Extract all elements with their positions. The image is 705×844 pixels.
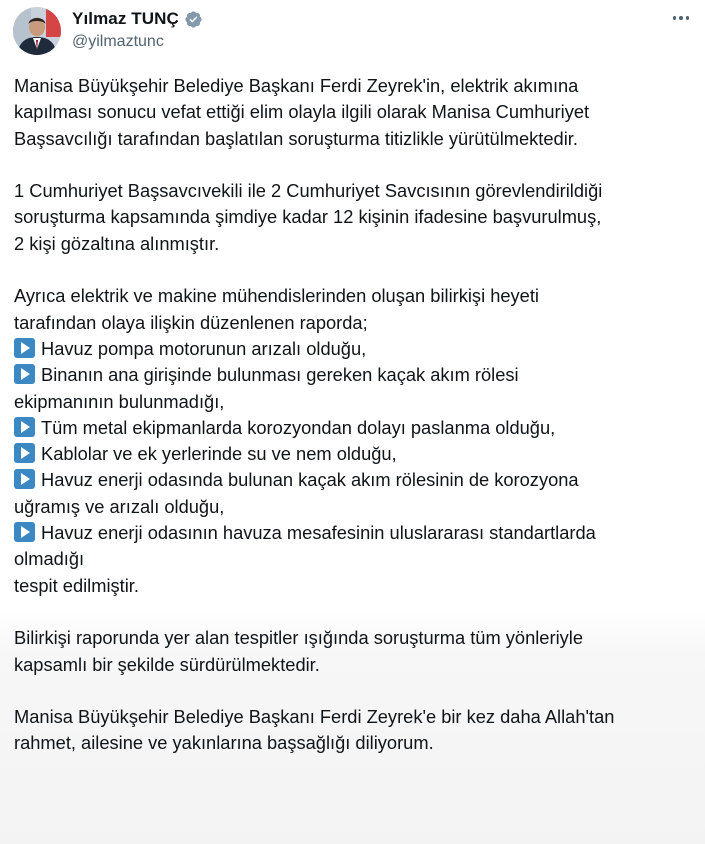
text-line: 2 kişi gözaltına alınmıştır.	[14, 232, 220, 254]
finding-item	[14, 362, 698, 388]
finding-item	[14, 336, 698, 362]
finding-text-continued: olmadığı	[14, 548, 85, 570]
display-name[interactable]: Yılmaz TUNÇ	[72, 9, 179, 28]
play-button-icon	[14, 522, 35, 542]
text-line: Manisa Büyükşehir Belediye Başkanı Ferdi Zeyrek'in, elektrik akımına	[14, 75, 579, 96]
finding-text: Havuz enerji odasının havuza mesafesinin uluslararası standartlarda	[41, 522, 596, 544]
verified-badge-icon	[184, 10, 203, 29]
more-dot-icon	[673, 16, 677, 20]
finding-text-continued: ekipmanının bulunmadığı,	[14, 390, 225, 412]
more-options-button[interactable]	[667, 8, 695, 28]
finding-text: Tüm metal ekipmanlarda korozyondan dolayı paslanma olduğu,	[41, 416, 556, 438]
author-handle[interactable]: @yilmaztunc	[72, 33, 164, 50]
text-line: soruşturma kapsamında şimdiye kadar 12 kişinin ifadesine başvurulmuş,	[14, 206, 602, 228]
finding-text: Havuz enerji odasında bulunan kaçak akım rölesinin de korozyona	[41, 469, 579, 491]
finding-item	[14, 467, 698, 493]
play-button-icon	[14, 338, 35, 358]
more-dot-icon	[686, 16, 690, 20]
text-line: kapılması sonucu vefat ettiği elim olayla ilgili olarak Manisa Cumhuriyet	[14, 101, 590, 123]
finding-text: Kablolar ve ek yerlerinde su ve nem olduğu,	[41, 443, 397, 465]
finding-text: Binanın ana girişinde bulunması gereken kaçak akım rölesi	[41, 364, 519, 386]
finding-item	[14, 520, 698, 546]
author-name-row	[72, 8, 203, 30]
text-line: rahmet, ailesine ve yakınlarına başsağlığı diliyorum.	[14, 732, 434, 754]
text-line: tespit edilmiştir.	[14, 574, 139, 596]
finding-item	[14, 441, 698, 467]
play-button-icon	[14, 469, 35, 489]
more-dot-icon	[679, 16, 683, 20]
text-line: Başsavcılığı tarafından başlatılan soruşturma titizlikle yürütülmektedir.	[14, 127, 578, 149]
play-button-icon	[14, 417, 35, 437]
avatar[interactable]	[13, 7, 61, 55]
text-line: 1 Cumhuriyet Başsavcıvekili ile 2 Cumhuriyet Savcısının görevlendirildiği	[14, 180, 603, 202]
text-line: tarafından olaya ilişkin düzenlenen raporda;	[14, 311, 368, 333]
tweet-text	[14, 73, 698, 757]
text-line: kapsamlı bir şekilde sürdürülmektedir.	[14, 653, 320, 675]
text-line: Manisa Büyükşehir Belediye Başkanı Ferdi Zeyrek'e bir kez daha Allah'tan	[14, 706, 615, 728]
text-line: Bilirkişi raporunda yer alan tespitler ışığında soruşturma tüm yönleriyle	[14, 627, 583, 649]
finding-item	[14, 415, 698, 441]
avatar-image-icon	[13, 7, 61, 55]
finding-text-continued: uğramış ve arızalı olduğu,	[14, 495, 225, 517]
tweet-header	[0, 0, 705, 64]
play-button-icon	[14, 364, 35, 384]
finding-text: Havuz pompa motorunun arızalı olduğu,	[41, 337, 367, 359]
play-button-icon	[14, 443, 35, 463]
text-line: Ayrıca elektrik ve makine mühendislerinden oluşan bilirkişi heyeti	[14, 285, 539, 307]
